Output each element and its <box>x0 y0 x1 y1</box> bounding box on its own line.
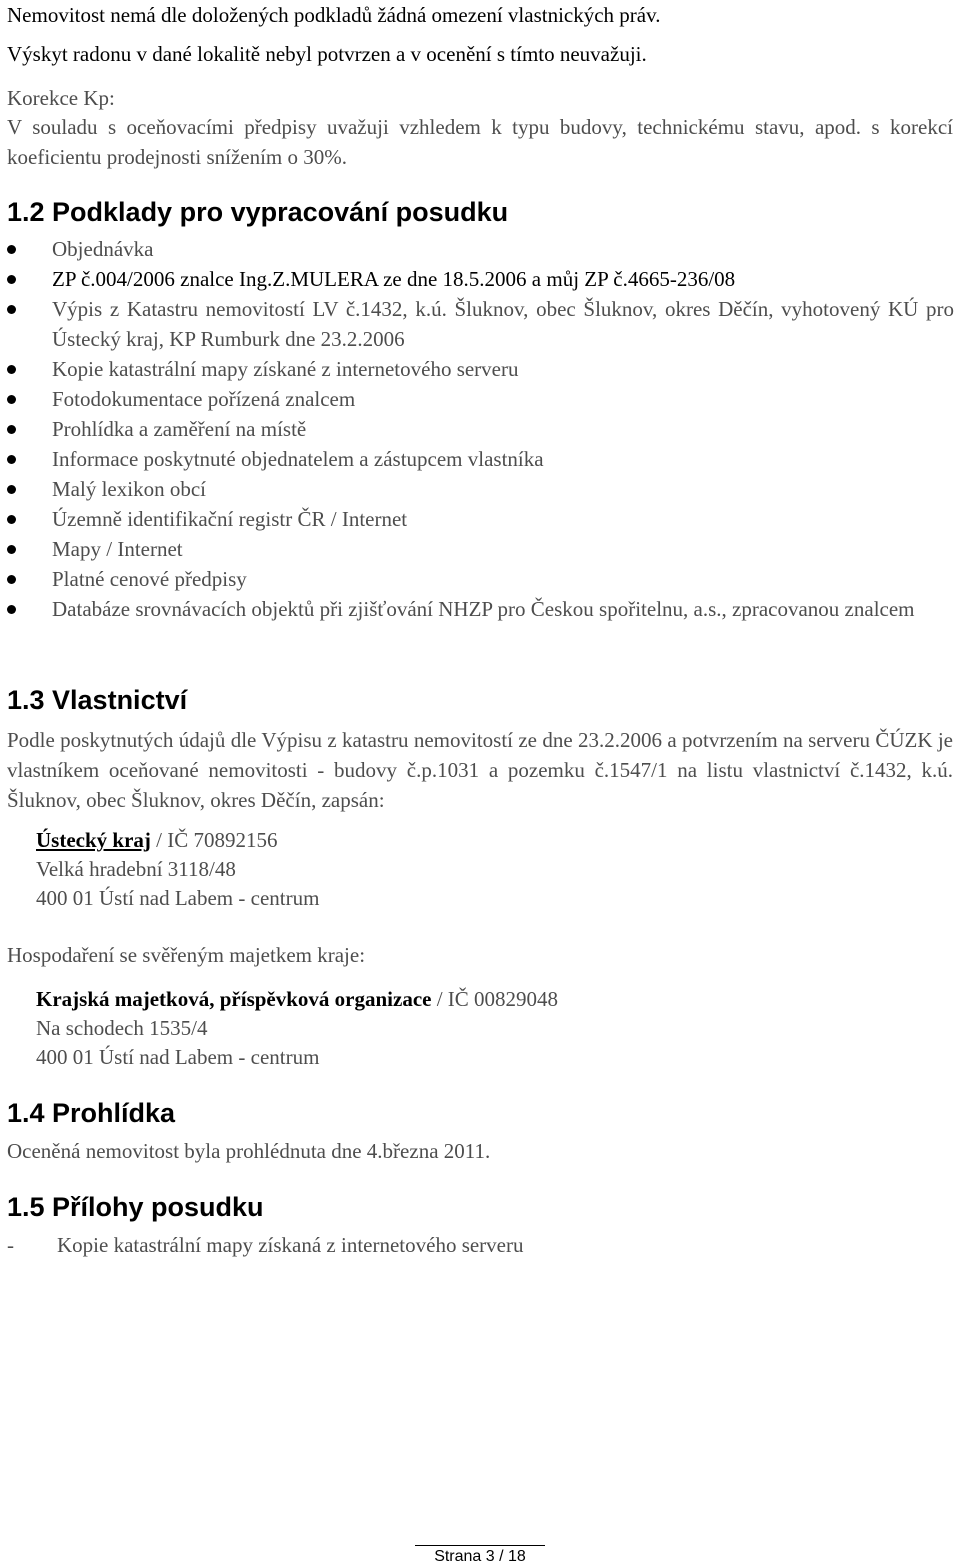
bullet-icon <box>7 245 16 254</box>
bullet-icon <box>7 305 16 314</box>
bullet-icon <box>7 455 16 464</box>
list-item: Výpis z Katastru nemovitostí LV č.1432, k.ú. Šluknov, obec Šluknov, okres Děčín, vyhotovený KÚ pro Ústecký kraj, KP Rumburk dne 23.2.2006 <box>0 294 954 354</box>
attachment-dash: - <box>7 1233 14 1257</box>
list-item: Malý lexikon obcí <box>0 474 954 504</box>
bullet-icon <box>7 275 16 284</box>
bullet-icon <box>7 605 16 614</box>
manager-city: 400 01 Ústí nad Labem - centrum <box>36 1045 320 1069</box>
list-item: Databáze srovnávacích objektů při zjišťování NHZP pro Českou spořitelnu, a.s., zpracovanou znalcem <box>0 594 954 624</box>
bullet-icon <box>7 395 16 404</box>
owner-city: 400 01 Ústí nad Labem - centrum <box>36 886 320 910</box>
radon-text: Výskyt radonu v dané lokalitě nebyl potvrzen a v ocenění s tímto neuvažuji. <box>7 42 647 66</box>
bullet-icon <box>7 485 16 494</box>
manager-ic: / IČ 00829048 <box>431 987 559 1011</box>
list-item: Prohlídka a zaměření na místě <box>0 414 954 444</box>
section-heading-vlastnictvi: 1.3 Vlastnictví <box>7 685 188 715</box>
section-heading-prohlidka: 1.4 Prohlídka <box>7 1098 176 1128</box>
list-item: Informace poskytnuté objednatelem a zástupcem vlastníka <box>0 444 954 474</box>
kp-correction-text: V souladu s oceňovacími předpisy uvažuji vzhledem k typu budovy, technickému stavu, apod. s korekcí koeficientu prodejnosti snížením o 30%. <box>7 115 953 169</box>
manager-intro: Hospodaření se svěřeným majetkem kraje: <box>7 943 366 967</box>
list-item: Mapy / Internet <box>0 534 954 564</box>
kp-correction-title: Korekce Kp: <box>7 86 115 110</box>
bullet-icon <box>7 575 16 584</box>
list-item: Objednávka <box>0 234 954 264</box>
bullet-icon <box>7 545 16 554</box>
list-item: Kopie katastrální mapy získané z internetového serveru <box>0 354 954 384</box>
page-number: Strana 3 / 18 <box>434 1548 526 1565</box>
owner-street: Velká hradební 3118/48 <box>36 857 236 881</box>
owner-ic: / IČ 70892156 <box>150 828 278 852</box>
bullet-icon <box>7 425 16 434</box>
attachment-item: Kopie katastrální mapy získaná z internetového serveru <box>57 1233 524 1257</box>
section-heading-prilohy: 1.5 Přílohy posudku <box>7 1192 264 1222</box>
inspection-text: Oceněná nemovitost byla prohlédnuta dne 4.března 2011. <box>7 1139 491 1163</box>
list-item: Platné cenové předpisy <box>0 564 954 594</box>
manager-name: Krajská majetková, příspěvková organizace <box>36 987 432 1011</box>
podklady-list <box>0 234 954 624</box>
owner-name-line <box>36 825 278 855</box>
bullet-icon <box>7 515 16 524</box>
ownership-restriction-text: Nemovitost nemá dle doložených podkladů žádná omezení vlastnických práv. <box>7 3 661 27</box>
manager-street: Na schodech 1535/4 <box>36 1016 208 1040</box>
list-item: ZP č.004/2006 znalce Ing.Z.MULERA ze dne 18.5.2006 a můj ZP č.4665-236/08 <box>0 264 954 294</box>
ownership-text: Podle poskytnutých údajů dle Výpisu z katastru nemovitostí ze dne 23.2.2006 a potvrzením na serveru ČÚZK je vlastníkem oceňované nemovitosti - budovy č.p.1031 a pozemku č.1547/1 na listu vlastnictví č.1432, k.ú. Šluknov, obec Šluknov, okres Děčín, zapsán: <box>7 728 953 812</box>
list-item: Fotodokumentace pořízená znalcem <box>0 384 954 414</box>
footer-divider <box>415 1545 545 1546</box>
list-item: Územně identifikační registr ČR / Internet <box>0 504 954 534</box>
manager-name-line <box>36 984 558 1014</box>
section-heading-podklady: 1.2 Podklady pro vypracování posudku <box>7 197 509 227</box>
bullet-icon <box>7 365 16 374</box>
owner-name: Ústecký kraj <box>36 828 151 852</box>
